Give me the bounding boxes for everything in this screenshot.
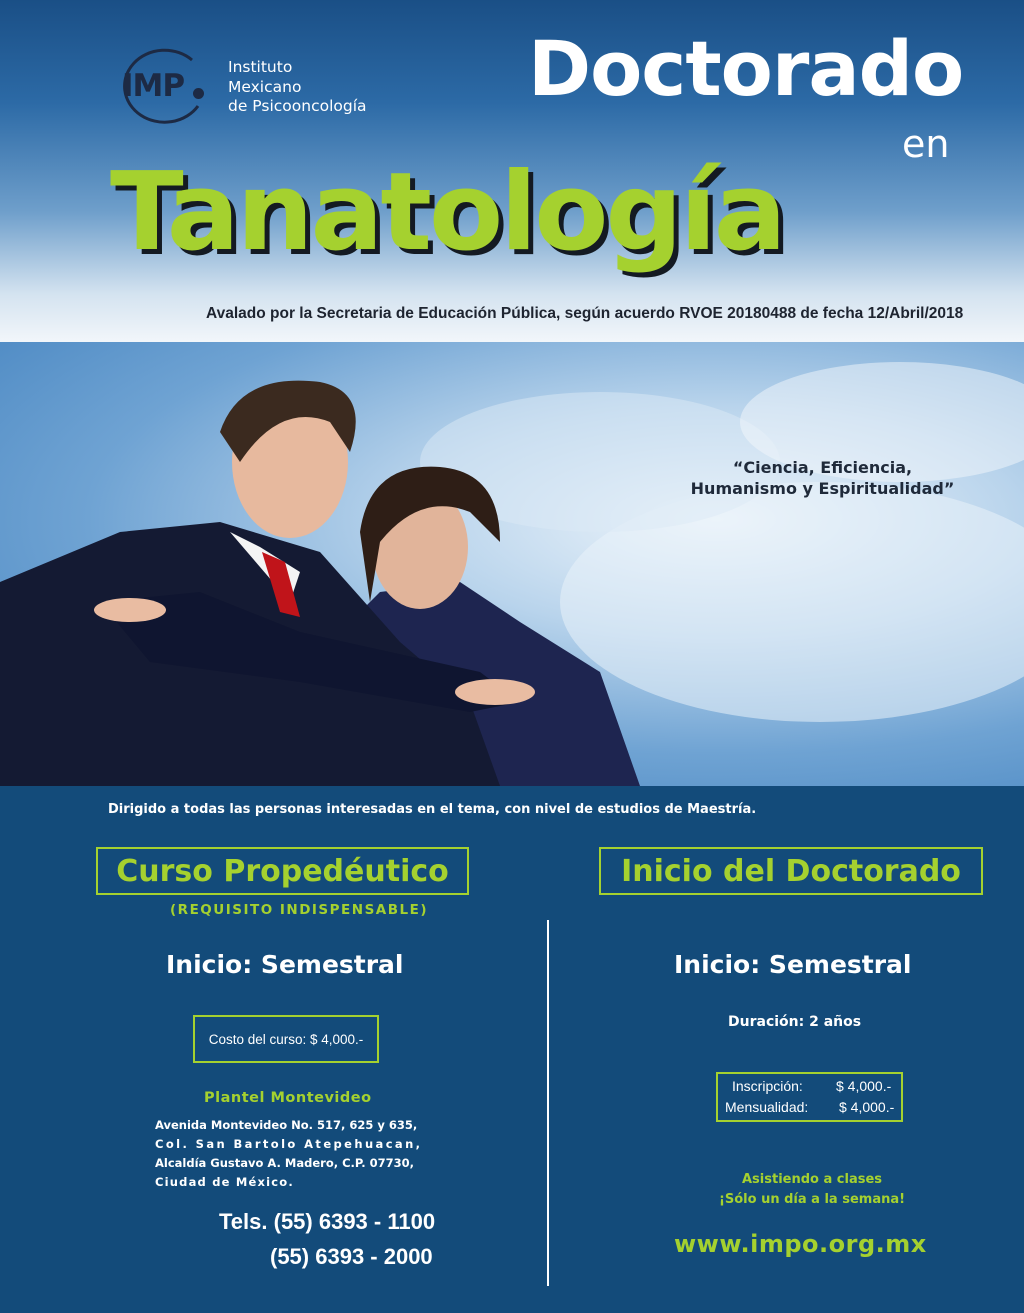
inicio-doctorado-title: Inicio del Doctorado bbox=[599, 847, 983, 895]
motto-line: Humanismo y Espiritualidad” bbox=[690, 479, 955, 498]
logo-dot-icon bbox=[193, 88, 204, 99]
right-start-label: Inicio: Semestral bbox=[674, 950, 912, 979]
fees-box bbox=[716, 1072, 903, 1122]
course-cost-box: Costo del curso: $ 4,000.- bbox=[193, 1015, 379, 1063]
title-en: en bbox=[902, 122, 950, 166]
fee-label: Inscripción: bbox=[732, 1078, 803, 1094]
institute-line: Instituto bbox=[228, 58, 293, 76]
title-doctorado: Doctorado bbox=[528, 24, 964, 113]
left-start-label: Inicio: Semestral bbox=[166, 950, 404, 979]
website-link[interactable]: www.impo.org.mx bbox=[674, 1230, 927, 1258]
phone-line: (55) 6393 - 2000 bbox=[270, 1244, 433, 1269]
logo-text: IMP bbox=[122, 68, 185, 104]
campus-address bbox=[155, 1116, 422, 1192]
address-line: Alcaldía Gustavo A. Madero, C.P. 07730, bbox=[155, 1156, 414, 1170]
address-line: Ciudad de México. bbox=[155, 1175, 294, 1189]
attendance-line: Asistiendo a clases bbox=[741, 1172, 883, 1187]
attendance-note bbox=[712, 1170, 912, 1210]
campus-name: Plantel Montevideo bbox=[204, 1090, 372, 1106]
duration-text: Duración: 2 años bbox=[728, 1014, 862, 1030]
audience-text: Dirigido a todas las personas interesadas en el tema, con nivel de estudios de Maestría. bbox=[108, 802, 757, 817]
header-banner bbox=[0, 0, 1024, 342]
curso-propedeutico-title: Curso Propedéutico bbox=[96, 847, 469, 895]
accreditation-text: Avalado por la Secretaria de Educación Pública, según acuerdo RVOE 20180488 de fecha 12/Abril/2018 bbox=[206, 305, 964, 322]
institute-line: de Psicooncología bbox=[228, 97, 367, 115]
fee-amount: $ 4,000.- bbox=[839, 1099, 895, 1115]
address-line: Avenida Montevideo No. 517, 625 y 635, bbox=[155, 1118, 418, 1132]
requirement-note: (REQUISITO INDISPENSABLE) bbox=[170, 902, 429, 918]
attendance-line: ¡Sólo un día a la semana! bbox=[718, 1192, 906, 1207]
motto bbox=[690, 457, 955, 499]
institute-name bbox=[228, 58, 367, 117]
info-section bbox=[0, 786, 1024, 1313]
title-tanatologia: Tanatología bbox=[110, 150, 784, 275]
fee-label: Mensualidad: bbox=[725, 1099, 809, 1115]
institute-line: Mexicano bbox=[228, 77, 302, 96]
fee-amount: $ 4,000.- bbox=[836, 1078, 892, 1094]
phone-line: Tels. (55) 6393 - 1100 bbox=[219, 1209, 436, 1234]
hero-photo bbox=[0, 342, 1024, 786]
address-line: Col. San Bartolo Atepehuacan, bbox=[155, 1137, 423, 1151]
hero-illustration bbox=[0, 342, 1024, 786]
column-divider bbox=[547, 920, 549, 1286]
motto-line: “Ciencia, Eficiencia, bbox=[732, 458, 913, 477]
